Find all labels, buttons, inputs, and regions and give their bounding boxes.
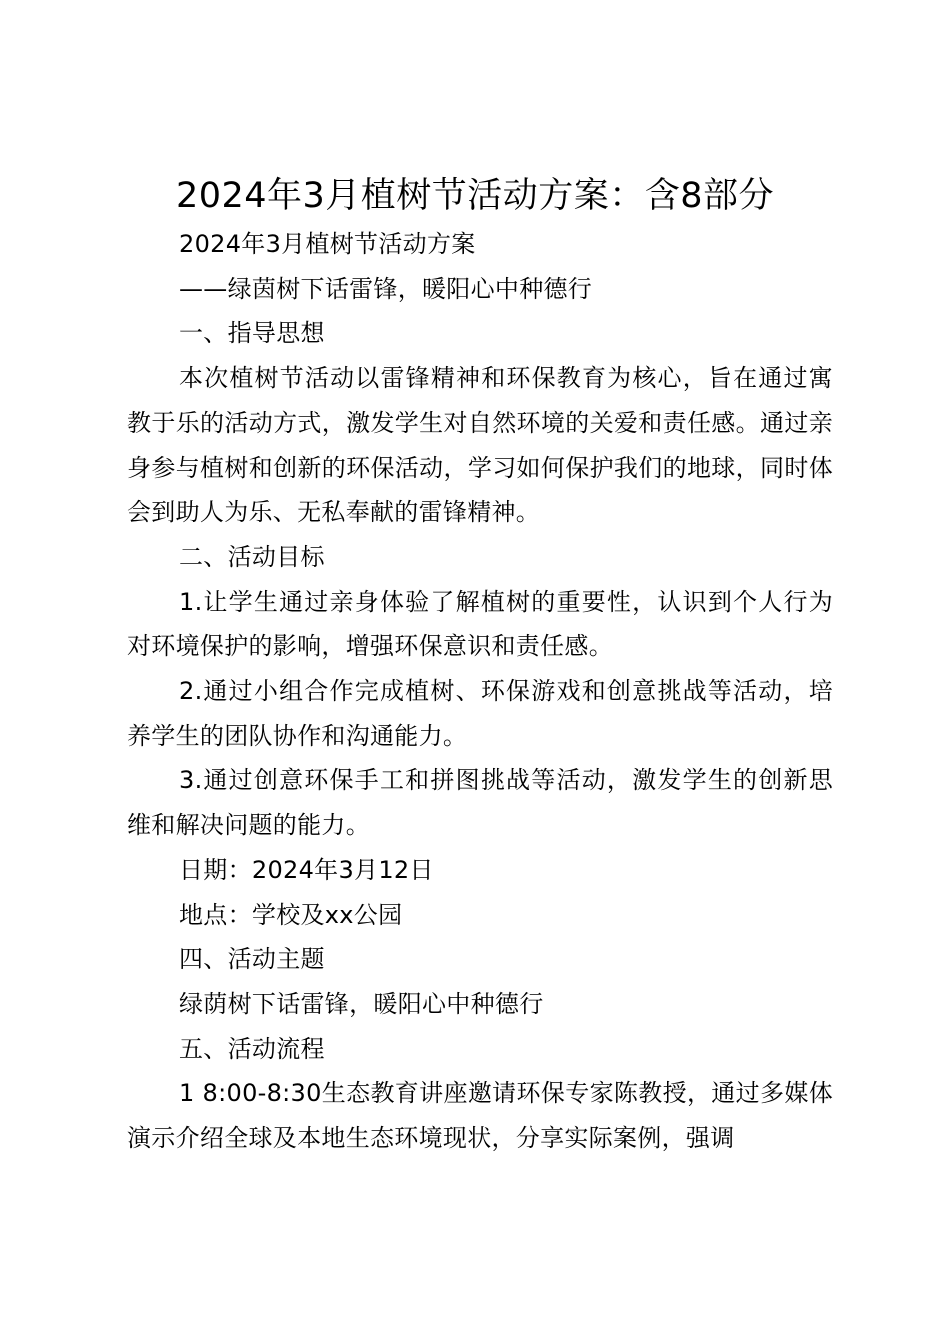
paragraph-guiding-thought: 本次植树节活动以雷锋精神和环保教育为核心，旨在通过寓教于乐的活动方式，激发学生对自然环境的关爱和责任感。通过亲身参与植树和创新的环保活动，学习如何保护我们的地球，同时体会到助人为乐、无私奉献的雷锋精神。 — [127, 364, 833, 527]
document-body — [127, 222, 833, 1161]
subtitle: 2024年3月植树节活动方案 — [179, 230, 476, 258]
location-line: 地点：学校及xx公园 — [179, 900, 403, 929]
date-line: 日期：2024年3月12日 — [179, 855, 434, 884]
section-heading-guiding-thought: 一、指导思想 — [179, 319, 325, 348]
document-title: 2024年3月植树节活动方案：含8部分 — [175, 176, 775, 216]
goal-item-2: 2.通过小组合作完成植树、环保游戏和创意挑战等活动，培养学生的团队协作和沟通能力。 — [127, 677, 833, 750]
section-heading-goals: 二、活动目标 — [179, 542, 325, 571]
theme-line: ——绿茵树下话雷锋，暖阳心中种德行 — [179, 274, 593, 303]
section-heading-process: 五、活动流程 — [179, 1034, 325, 1063]
theme-text: 绿荫树下话雷锋，暖阳心中种德行 — [179, 989, 544, 1018]
goal-item-3: 3.通过创意环保手工和拼图挑战等活动，激发学生的创新思维和解决问题的能力。 — [127, 766, 833, 840]
goal-item-1: 1.让学生通过亲身体验了解植树的重要性，认识到个人行为对环境保护的影响，增强环保意识和责任感。 — [127, 587, 833, 661]
process-item-1: 1 8:00-8:30生态教育讲座邀请环保专家陈教授，通过多媒体演示介绍全球及本地生态环境现状，分享实际案例，强调 — [127, 1079, 833, 1153]
section-heading-theme: 四、活动主题 — [179, 945, 325, 974]
